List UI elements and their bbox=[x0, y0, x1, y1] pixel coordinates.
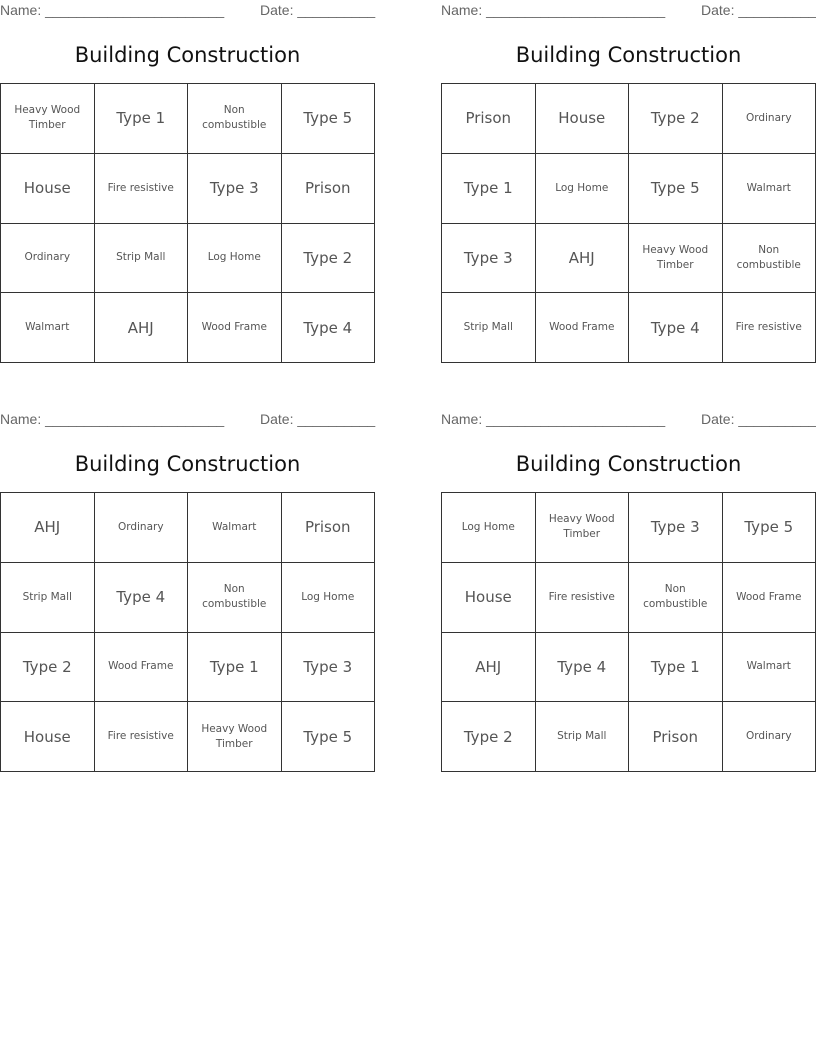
bingo-cell: Ordinary bbox=[95, 493, 189, 563]
bingo-cell: Type 4 bbox=[282, 293, 376, 363]
name-date-line bbox=[0, 0, 375, 22]
bingo-cell: Type 1 bbox=[442, 154, 536, 224]
bingo-cell: Walmart bbox=[1, 293, 95, 363]
bingo-cell: AHJ bbox=[536, 224, 630, 294]
bingo-cell: Log Home bbox=[536, 154, 630, 224]
bingo-cell: Walmart bbox=[723, 633, 816, 703]
bingo-cell: Non combustible bbox=[723, 224, 816, 294]
bingo-cell: Type 4 bbox=[95, 563, 189, 633]
bingo-cell: Log Home bbox=[188, 224, 282, 294]
bingo-cell: Prison bbox=[282, 493, 376, 563]
bingo-cell: Type 5 bbox=[282, 702, 376, 772]
bingo-cell: Heavy Wood Timber bbox=[1, 84, 95, 154]
bingo-cell: Type 5 bbox=[282, 84, 376, 154]
bingo-cell: Ordinary bbox=[1, 224, 95, 294]
bingo-cell: Walmart bbox=[188, 493, 282, 563]
bingo-cell: House bbox=[1, 154, 95, 224]
bingo-cell: Prison bbox=[282, 154, 376, 224]
bingo-cell: Strip Mall bbox=[95, 224, 189, 294]
bingo-cell: Type 4 bbox=[629, 293, 723, 363]
bingo-cell: Fire resistive bbox=[95, 154, 189, 224]
bingo-cell: Type 5 bbox=[723, 493, 816, 563]
bingo-cell: Type 2 bbox=[442, 702, 536, 772]
bingo-cell: Heavy Wood Timber bbox=[536, 493, 630, 563]
bingo-cell: Type 4 bbox=[536, 633, 630, 703]
bingo-cell: Wood Frame bbox=[95, 633, 189, 703]
bingo-cell: Strip Mall bbox=[1, 563, 95, 633]
bingo-cell: Ordinary bbox=[723, 84, 816, 154]
bingo-cell: AHJ bbox=[442, 633, 536, 703]
bingo-cell: Type 3 bbox=[188, 154, 282, 224]
bingo-cell: Log Home bbox=[442, 493, 536, 563]
bingo-cell: House bbox=[442, 563, 536, 633]
bingo-cell: Type 2 bbox=[1, 633, 95, 703]
name-field-label: Name: _______________________ bbox=[0, 411, 225, 427]
bingo-grid bbox=[0, 83, 375, 363]
bingo-card bbox=[0, 409, 376, 750]
bingo-cell: Type 3 bbox=[282, 633, 376, 703]
bingo-cell: Non combustible bbox=[188, 84, 282, 154]
bingo-cell: Log Home bbox=[282, 563, 376, 633]
bingo-card bbox=[441, 0, 816, 337]
name-field-label: Name: _______________________ bbox=[441, 2, 666, 18]
bingo-cell: Heavy Wood Timber bbox=[188, 702, 282, 772]
bingo-cell: Type 1 bbox=[629, 633, 723, 703]
bingo-cell: Prison bbox=[442, 84, 536, 154]
bingo-grid bbox=[0, 492, 375, 772]
card-title: Building Construction bbox=[515, 452, 742, 476]
bingo-cell: Type 5 bbox=[629, 154, 723, 224]
bingo-cell: Wood Frame bbox=[188, 293, 282, 363]
card-title: Building Construction bbox=[74, 43, 301, 67]
bingo-card bbox=[441, 409, 816, 746]
name-field-label: Name: _______________________ bbox=[441, 411, 666, 427]
bingo-cell: Fire resistive bbox=[723, 293, 816, 363]
name-date-line bbox=[441, 409, 816, 431]
date-field-label: Date: __________ bbox=[701, 411, 816, 427]
bingo-cell: Fire resistive bbox=[95, 702, 189, 772]
name-date-line bbox=[441, 0, 816, 22]
bingo-cell: AHJ bbox=[1, 493, 95, 563]
bingo-cell: Non combustible bbox=[188, 563, 282, 633]
bingo-card bbox=[0, 0, 376, 337]
bingo-cell: Prison bbox=[629, 702, 723, 772]
bingo-cell: Type 1 bbox=[95, 84, 189, 154]
bingo-cell: AHJ bbox=[95, 293, 189, 363]
bingo-cell: Ordinary bbox=[723, 702, 816, 772]
bingo-cell: Type 1 bbox=[188, 633, 282, 703]
date-field-label: Date: __________ bbox=[260, 2, 376, 18]
bingo-cell: Heavy Wood Timber bbox=[629, 224, 723, 294]
bingo-cell: Strip Mall bbox=[536, 702, 630, 772]
bingo-cell: Non combustible bbox=[629, 563, 723, 633]
date-field-label: Date: __________ bbox=[260, 411, 376, 427]
bingo-cell: Wood Frame bbox=[536, 293, 630, 363]
bingo-cell: Type 2 bbox=[629, 84, 723, 154]
bingo-grid bbox=[441, 492, 816, 772]
bingo-cell: Fire resistive bbox=[536, 563, 630, 633]
bingo-cell: Strip Mall bbox=[442, 293, 536, 363]
bingo-cell: Type 3 bbox=[629, 493, 723, 563]
date-field-label: Date: __________ bbox=[701, 2, 816, 18]
name-field-label: Name: _______________________ bbox=[0, 2, 225, 18]
bingo-cell: Type 2 bbox=[282, 224, 376, 294]
bingo-cell: Wood Frame bbox=[723, 563, 816, 633]
bingo-cell: House bbox=[1, 702, 95, 772]
bingo-cell: House bbox=[536, 84, 630, 154]
name-date-line bbox=[0, 409, 375, 431]
card-title: Building Construction bbox=[515, 43, 742, 67]
bingo-cell: Walmart bbox=[723, 154, 816, 224]
card-title: Building Construction bbox=[74, 452, 301, 476]
bingo-cell: Type 3 bbox=[442, 224, 536, 294]
bingo-grid bbox=[441, 83, 816, 363]
